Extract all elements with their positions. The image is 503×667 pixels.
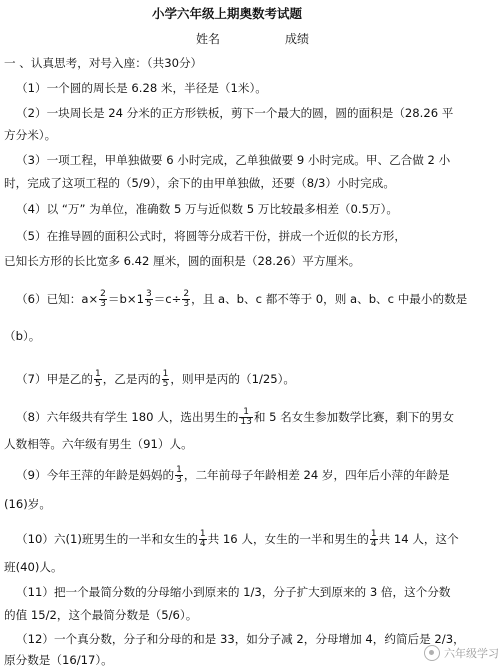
q8-text-1: （8）六年级共有学生 180 人，选出男生的 [16,410,239,424]
q6-text-4: ，且 a、b、c 都不等于 0，则 a、b、c 中最小的数是 [191,292,468,306]
section-heading: 一 、认真思考，对号入座：（共30分） [4,56,203,70]
q9-fraction [175,466,183,485]
q9-fraction-den: 3 [176,475,182,485]
q7-fraction-1 [94,370,102,389]
q10-fraction-1-num: 1 [199,529,206,539]
q10-fraction-1-den: 4 [199,539,206,549]
question-6-line-1 [16,290,467,309]
question-8-line-2: 人数相等。六年级有男生（91）人。 [4,437,193,451]
q6-fraction-3 [182,290,190,309]
q10-fraction-2-num: 1 [370,529,377,539]
q8-fraction-num: 1 [239,408,252,418]
q8-text-2: 和 5 名女生参加数学比赛，剩下的男女 [253,410,455,424]
q7-fraction-2 [162,370,170,389]
q9-text-2: ，二年前母子年龄相差 24 岁，四年后小萍的年龄是 [183,468,450,482]
q9-text-1: （9）今年王萍的年龄是妈妈的 [16,468,175,482]
name-label: 姓名 [196,32,221,46]
q7-fraction-2-num: 1 [162,369,169,379]
score-label: 成绩 [285,32,310,46]
question-6-line-2: （b）。 [4,329,41,343]
q6-text-1: （6）已知：a× [16,292,99,306]
q7-text-1: （7）甲是乙的 [16,372,93,386]
question-7 [16,370,295,389]
question-2-line-1: （2）一块周长是 24 分米的正方形铁板，剪下一个最大的圆，圆的面积是（28.26 平 [16,106,454,120]
q6-fraction-1 [99,290,107,309]
q10-fraction-1 [199,530,207,549]
question-10-line-1 [16,530,459,549]
q10-text-1: （10）六(1)班男生的一半和女生的 [16,532,198,546]
question-5-line-1: （5）在推导圆的面积公式时，将圆等分成若干份，拼成一个近似的长方形， [16,229,406,243]
q8-fraction-den: 13 [240,417,252,427]
question-12-line-2: 原分数是（16/17）。 [4,653,113,667]
q7-fraction-1-num: 1 [94,369,101,379]
q6-fraction-2 [145,290,153,309]
question-8-line-1 [16,408,454,427]
q6-fraction-2-den: 5 [145,299,152,309]
q6-text-2: ＝b×1 [107,292,144,306]
watermark [424,645,499,661]
q6-fraction-3-den: 3 [183,299,190,309]
q6-fraction-1-num: 2 [100,289,106,299]
question-3-line-2: 时，完成了这项工程的（5/9），余下的由甲单独做，还要（8/3）小时完成。 [4,176,395,190]
question-1: （1）一个圆的周长是 6.28 米，半径是（1米）。 [16,81,267,95]
q6-text-3: ＝c÷ [153,292,182,306]
q6-fraction-3-num: 2 [183,289,190,299]
q10-text-2: 共 16 人，女生的一半和男生的 [207,532,369,546]
question-2-line-2: 方分米）。 [4,128,57,142]
question-3-line-1: （3）一项工程，甲单独做要 6 小时完成，乙单独做要 9 小时完成。甲、乙合做 2 小 [16,153,451,167]
q7-fraction-2-den: 5 [162,379,169,389]
question-5-line-2: 已知长方形的长比宽多 6.42 厘米，圆的面积是（28.26）平方厘米。 [4,254,361,268]
question-4: （4）以 “万” 为单位，准确数 5 万与近似数 5 万比较最多相差（0.5万）。 [16,202,398,216]
q6-fraction-1-den: 3 [100,299,106,309]
question-12-line-1: （12）一个真分数，分子和分母的和是 33，如分子减 2，分母增加 4，约简后是 2/3， [16,632,465,646]
question-11-line-2: 的值 15/2，这个最简分数是（5/6）。 [4,608,198,622]
wechat-logo-icon [424,645,440,661]
q10-fraction-2-den: 4 [370,539,377,549]
q7-fraction-1-den: 5 [94,379,101,389]
q7-text-2: ，乙是丙的 [102,372,161,386]
question-9-line-1 [16,466,449,485]
question-10-line-2: 班(40)人。 [4,560,63,574]
q10-text-3: 共 14 人，这个 [378,532,459,546]
q9-fraction-num: 1 [176,465,182,475]
question-11-line-1: （11）把一个最简分数的分母缩小到原来的 1/3，分子扩大到原来的 3 倍，这个分数 [16,585,451,599]
page-title: 小学六年级上期奥数考试题 [152,6,303,21]
q7-text-3: ，则甲是丙的（1/25）。 [170,372,295,386]
q10-fraction-2 [370,530,378,549]
watermark-text: 六年级学习 [444,647,499,660]
q8-fraction [239,408,252,427]
q6-fraction-2-num: 3 [145,289,152,299]
question-9-line-2: (16)岁。 [4,497,51,511]
